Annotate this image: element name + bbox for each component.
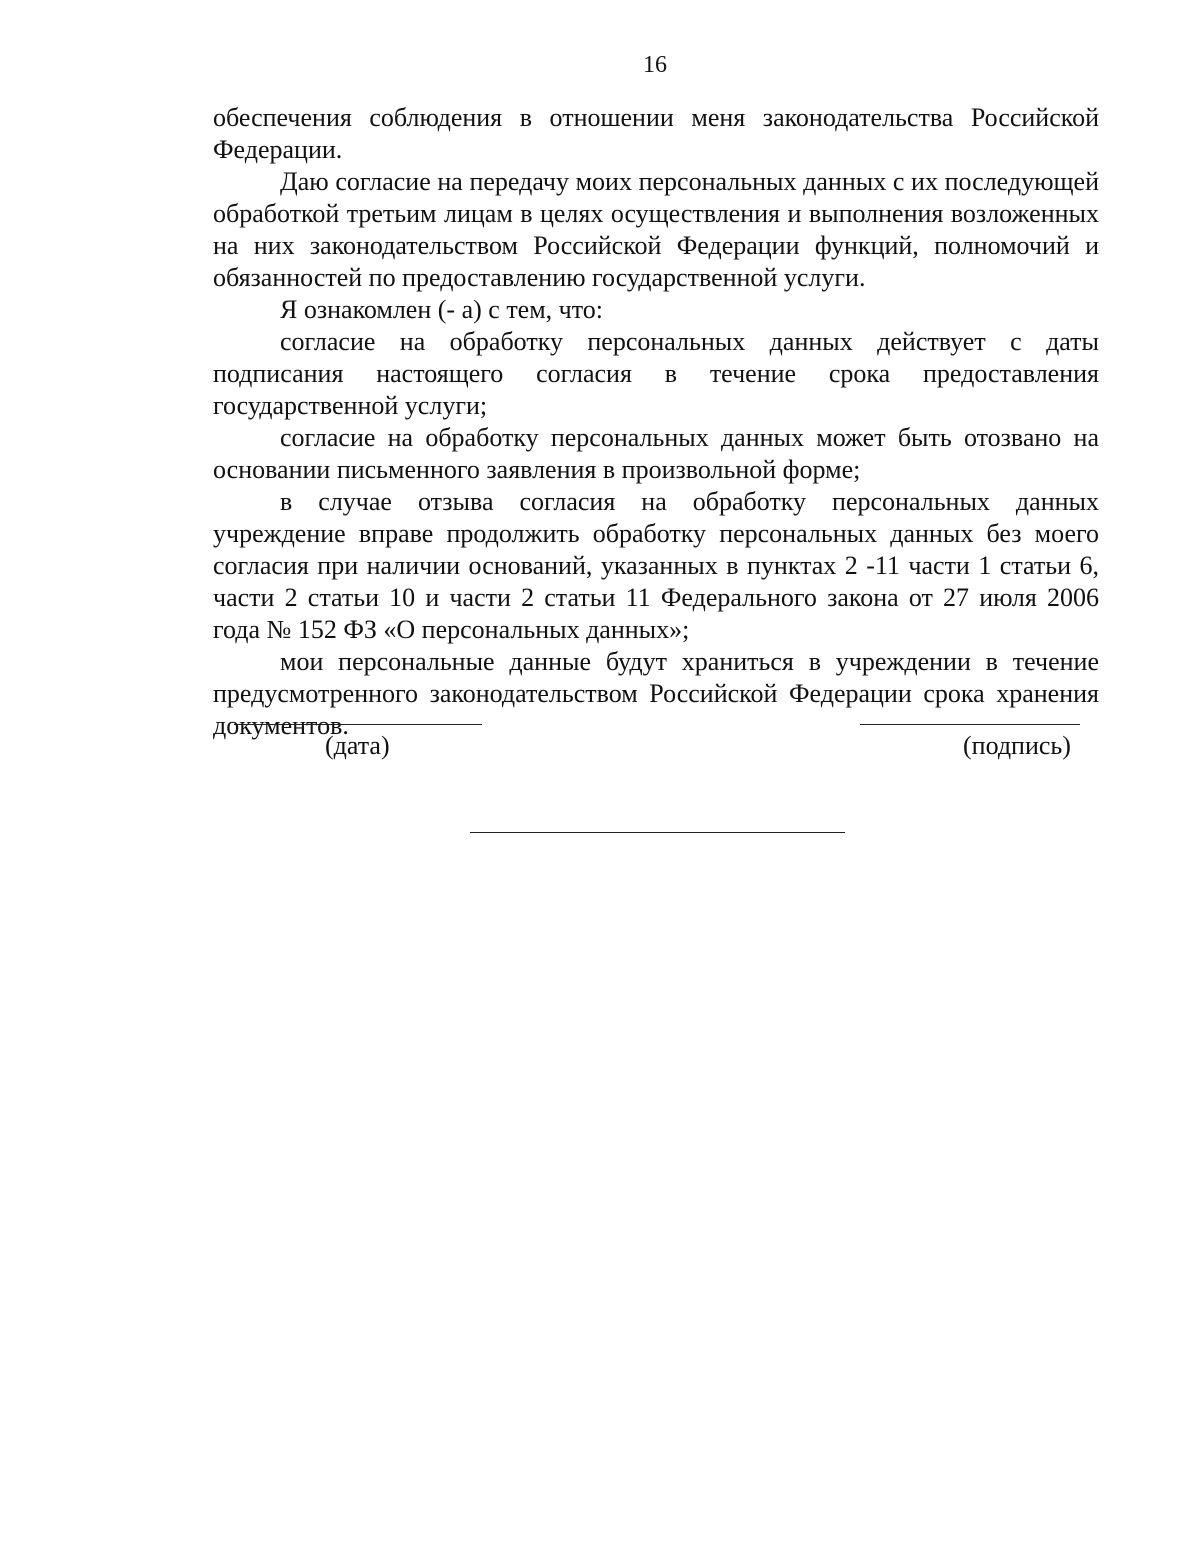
closing-divider [470,832,845,833]
paragraph-consent-transfer: Даю согласие на передачу моих персональных данных с их последующей обработкой третьим лицам в целях осуществления и выполнения возложенных на них законодательством Российской Федерации функций, полномочий и обязанностей по предоставлению государственной услуги. [213,167,1099,292]
document-body [213,102,1099,742]
date-line [234,724,482,725]
signature-caption: (подпись) [963,731,1071,760]
date-caption: (дата) [325,731,390,760]
page-number: 16 [643,52,667,78]
paragraph-revocation-processing: в случае отзыва согласия на обработку персональных данных учреждение вправе продолжить обработку персональных данных без моего согласия при наличии оснований, указанных в пунктах 2 -11 части 1 статьи 6, части 2 статьи 10 и части 2 статьи 11 Федерального закона от 27 июля 2006 года № 152 ФЗ «О персональных данных»; [213,487,1099,644]
paragraph-data-storage: мои персональные данные будут храниться в учреждении в течение предусмотренного законодательством Российской Федерации срока хранения документов. [213,647,1099,740]
signature-line [860,724,1080,725]
paragraph-continuation: обеспечения соблюдения в отношении меня законодательства Российской Федерации. [213,103,1099,164]
paragraph-consent-revocation: согласие на обработку персональных данных может быть отозвано на основании письменного заявления в произвольной форме; [213,423,1099,484]
paragraph-consent-validity: согласие на обработку персональных данных действует с даты подписания настоящего согласия в течение срока предоставления государственной услуги; [213,327,1099,420]
paragraph-acknowledged: Я ознакомлен (- а) с тем, что: [280,295,603,324]
